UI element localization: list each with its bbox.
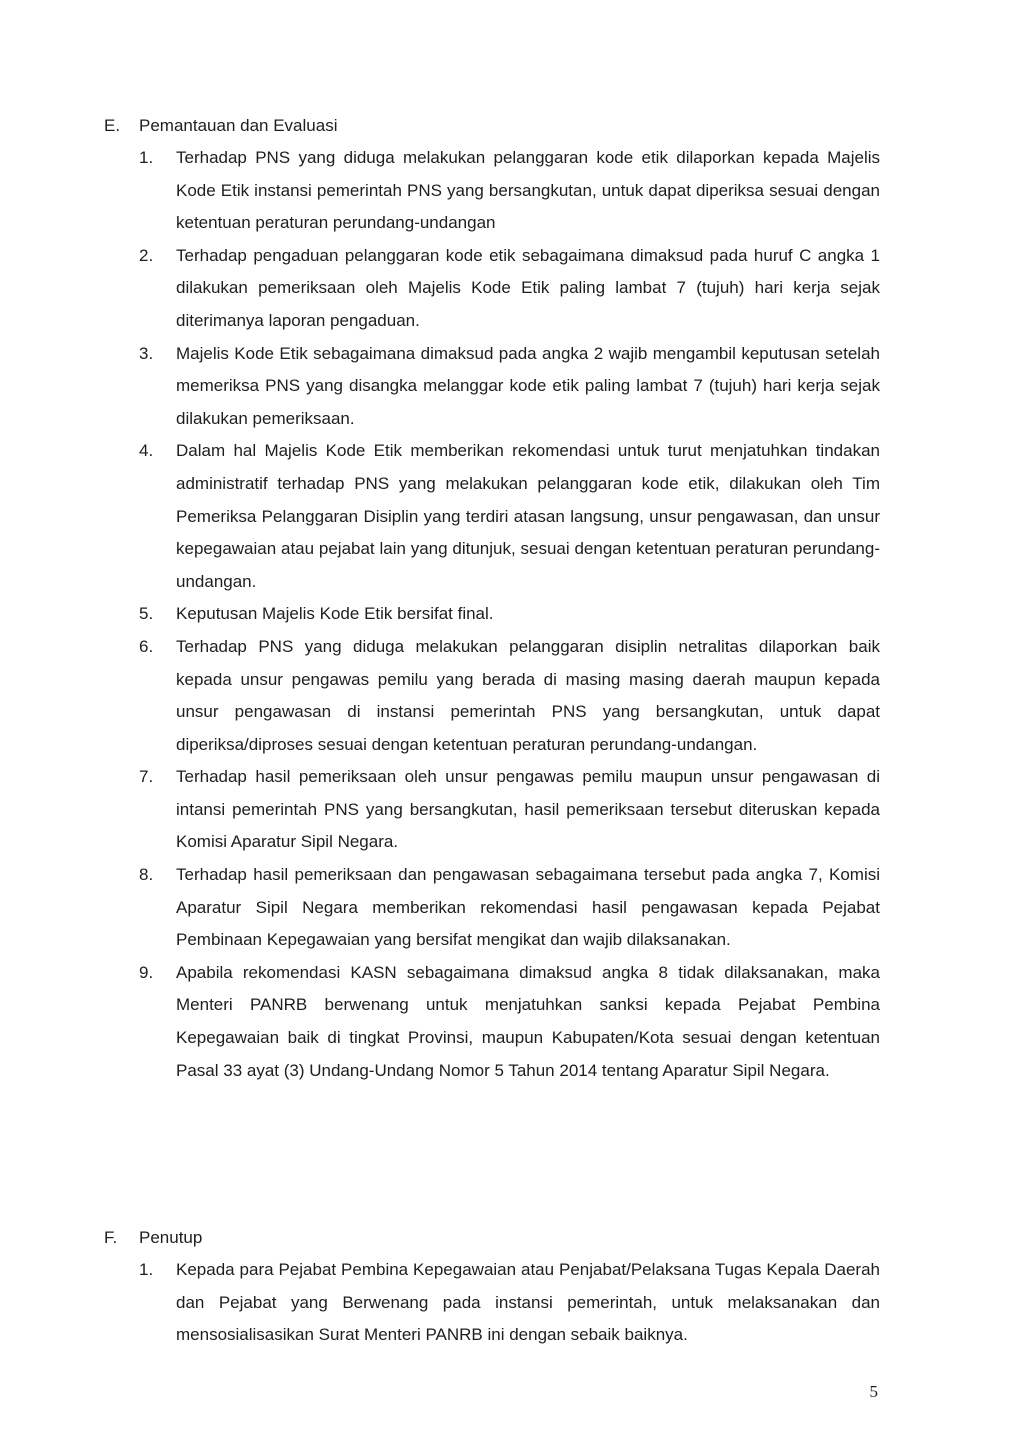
section-f-list <box>139 1254 880 1352</box>
section-f-title: Penutup <box>139 1228 203 1247</box>
item-text: Terhadap hasil pemeriksaan dan pengawasan sebagaimana tersebut pada angka 7, Komisi Aparatur Sipil Negara memberikan rekomendasi hasil pengawasan kepada Pejabat Pembinaan Kepegawaian yang bersifat mengikat dan wajib dilaksanakan. <box>176 865 880 950</box>
item-number: 2. <box>139 245 154 265</box>
section-f-letter: F. <box>104 1228 118 1247</box>
item-number: 4. <box>139 441 154 461</box>
item-text: Majelis Kode Etik sebagaimana dimaksud pada angka 2 wajib mengambil keputusan setelah memeriksa PNS yang disangka melanggar kode etik paling lambat 7 (tujuh) hari kerja sejak dilakukan pemeriksaan. <box>176 343 880 428</box>
item-number: 1. <box>139 1260 154 1279</box>
list-item <box>139 142 880 240</box>
item-text: Terhadap hasil pemeriksaan oleh unsur pengawas pemilu maupun unsur pengawasan di intansi pemerintah PNS yang bersangkutan, hasil pemeriksaan tersebut diteruskan kepada Komisi Aparatur Sipil Negara. <box>176 767 880 852</box>
list-item <box>139 859 880 957</box>
item-number: 8. <box>139 865 154 885</box>
section-e-heading <box>104 115 337 137</box>
list-item <box>139 957 880 1087</box>
item-number: 3. <box>139 343 154 363</box>
section-f-heading <box>104 1227 202 1249</box>
item-number: 9. <box>139 962 154 982</box>
section-e-title: Pemantauan dan Evaluasi <box>139 116 338 135</box>
list-item <box>139 761 880 859</box>
item-text: Kepada para Pejabat Pembina Kepegawaian atau Penjabat/Pelaksana Tugas Kepala Daerah dan Pejabat yang Berwenang pada instansi pemerintah, untuk melaksanakan dan mensosialisasikan Surat Menteri PANRB ini dengan sebaik baiknya. <box>176 1260 880 1345</box>
item-text: Keputusan Majelis Kode Etik bersifat final. <box>176 604 494 624</box>
list-item <box>139 1254 880 1352</box>
item-text: Dalam hal Majelis Kode Etik memberikan rekomendasi untuk turut menjatuhkan tindakan administratif terhadap PNS yang melakukan pelanggaran kode etik, dilakukan oleh Tim Pemeriksa Pelanggaran Disiplin yang terdiri atasan langsung, unsur pengawasan, dan unsur kepegawaian atau pejabat lain yang ditunjuk, sesuai dengan ketentuan peraturan perundang-undangan. <box>176 441 880 591</box>
list-item <box>139 435 880 598</box>
item-text: Terhadap pengaduan pelanggaran kode etik sebagaimana dimaksud pada huruf C angka 1 dilakukan pemeriksaan oleh Majelis Kode Etik paling lambat 7 (tujuh) hari kerja sejak diterimanya laporan pengaduan. <box>176 245 880 330</box>
item-number: 5. <box>139 604 154 624</box>
section-e-list <box>139 142 880 1087</box>
item-number: 6. <box>139 636 154 656</box>
item-text: Terhadap PNS yang diduga melakukan pelanggaran kode etik dilaporkan kepada Majelis Kode Etik instansi pemerintah PNS yang bersangkutan, untuk dapat diperiksa sesuai dengan ketentuan peraturan perundang-undangan <box>176 148 880 233</box>
list-item <box>139 240 880 338</box>
list-item <box>139 338 880 436</box>
section-e-letter: E. <box>104 116 121 135</box>
item-number: 1. <box>139 148 154 167</box>
item-text: Terhadap PNS yang diduga melakukan pelanggaran disiplin netralitas dilaporkan baik kepada unsur pengawas pemilu yang berada di masing masing daerah maupun kepada unsur pengawasan di instansi pemerintah PNS yang bersangkutan, untuk dapat diperiksa/diproses sesuai dengan ketentuan peraturan perundang-undangan. <box>176 636 880 754</box>
page-number: 5 <box>869 1382 878 1401</box>
list-item <box>139 631 880 761</box>
list-item <box>139 598 880 631</box>
item-number: 7. <box>139 767 154 787</box>
item-text: Apabila rekomendasi KASN sebagaimana dimaksud angka 8 tidak dilaksanakan, maka Menteri PANRB berwenang untuk menjatuhkan sanksi kepada Pejabat Pembina Kepegawaian baik di tingkat Provinsi, maupun Kabupaten/Kota sesuai dengan ketentuan Pasal 33 ayat (3) Undang-Undang Nomor 5 Tahun 2014 tentang Aparatur Sipil Negara. <box>176 962 880 1080</box>
